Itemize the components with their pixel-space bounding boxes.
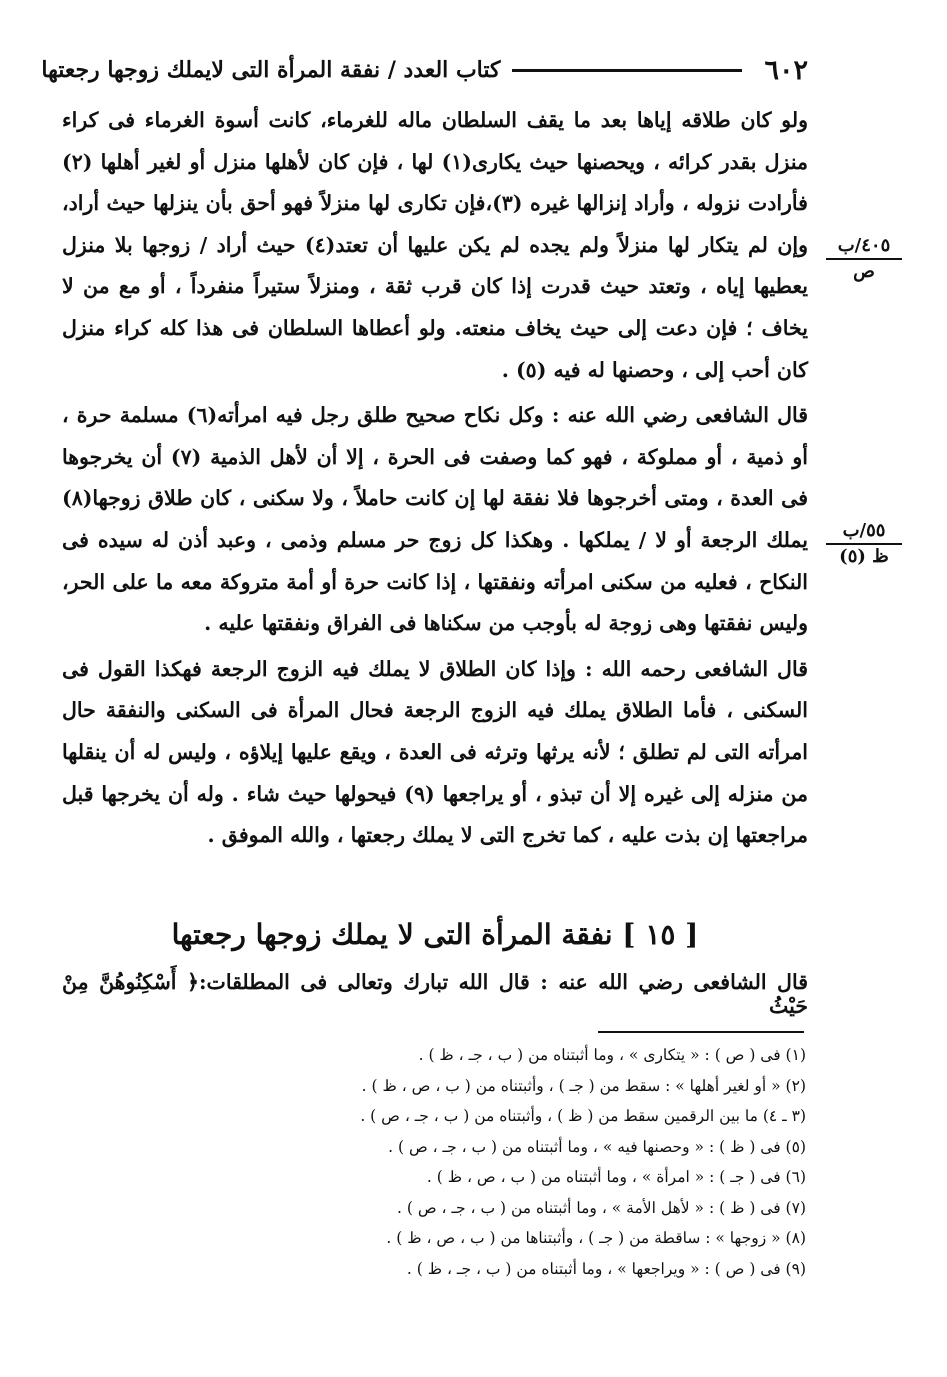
- closing-line-speaker: قال الشافعى رضي الله عنه :: [540, 970, 808, 994]
- margin-note-1-ref: ٤٠٥/ب: [826, 236, 902, 260]
- footnote-1: (١) فى ( ص ) : « يتكارى » ، وما أثبتناه من ( ب ، جـ ، ظ ) .: [418, 1046, 806, 1064]
- paragraph-1-text: ولو كان طلاقه إياها بعد ما يقف السلطان ماله للغرماء، كانت أسوة الغرماء فى كراء منزل بقدر كرائه ، ويحصنها حيث يكارى(١) لها ، فإن كان لأهلها منزل أو لغير أهلها (٢) فأرادت نزوله ، وأراد إنزالها غيره (٣)،فإن تكارى لها منزلاً فهو أحق بأن ينزلها حيث أراد، وإن لم يتكار لها منزلاً ولم يجده لم يكن عليها أن تعتد(٤) حيث أراد / زوجها بلا منزل يعطيها إياه ، وتعتد حيث قدرت إذا كان قرب ثقة ، ومنزلاً ستيراً منفرداً ، أو مع من لا يخاف ؛ فإن دعت إلى حيث يخاف منعته. ولو أعطاها السلطان فى هذا كله كراء منزل كان أحب إلى ، وحصنها له فيه (٥) .: [62, 108, 809, 382]
- page-number: ٦٠٢: [764, 54, 808, 86]
- margin-note-2-ref: ٥٥/ب: [826, 521, 902, 545]
- footnote-3-4: (٣ ـ ٤) ما بين الرقمين سقط من ( ظ ) ، وأثبتناه من ( ب ، جـ ، ص ) .: [360, 1107, 806, 1125]
- footnote-7: (٧) فى ( ظ ) : « لأهل الأمة » ، وما أثبتناه من ( ب ، جـ ، ص ) .: [397, 1198, 806, 1217]
- closing-line-text: قال الله تبارك وتعالى فى المطلقات:﴿ أَسْكِنُوهُنَّ مِنْ حَيْثُ: [62, 970, 808, 1018]
- closing-line: [62, 970, 808, 1018]
- header-rule: [512, 69, 742, 72]
- footnote-9: (٩) فى ( ص ) : « ويراجعها » ، وما أثبتناه من ( ب ، جـ ، ظ ) .: [406, 1259, 806, 1278]
- section-heading: [ ١٥ ] نفقة المرأة التى لا يملك زوجها رجعتها: [171, 918, 699, 951]
- paragraph-2: [62, 395, 808, 645]
- paragraph-2-text: وكل نكاح صحيح طلق رجل فيه امرأته(٦) مسلمة حرة ، أو ذمية ، أو مملوكة ، فهو كما وصفت فى الحرة ، إلا أن لأهل الذمية (٧) أن يخرجوها فى العدة ، ومتى أخرجوها فلا نفقة لها إن كانت حاملاً ، ولا سكنى ، كان طلاق زوجها(٨) يملك الرجعة أو لا / يملكها . وهكذا كل زوج حر مسلم وذمى ، وعبد أذن له سيده فى النكاح ، فعليه من سكنى امرأته ونفقتها ، إذا كانت حرة أو أمة متروكة معه ما على الحر، وليس نفقتها وهى زوجة له بأوجب من سكناها فى الفراق ونفقتها عليه .: [62, 403, 808, 636]
- footnote-6: (٦) فى ( جـ ) : « امرأة » ، وما أثبتناه من ( ب ، ص ، ظ ) .: [426, 1168, 806, 1186]
- body-text: [62, 100, 808, 857]
- margin-note-2-manuscript: ظ (٥): [839, 546, 889, 567]
- footnotes: [300, 1040, 806, 1284]
- paragraph-1: [62, 100, 808, 391]
- running-title: كتاب العدد / نفقة المرأة التى لايملك زوجها رجعتها: [41, 57, 501, 83]
- paragraph-3-speaker: قال الشافعى رحمه الله :: [584, 656, 809, 681]
- margin-note-1: [826, 236, 902, 282]
- footnote-rule: [598, 1031, 804, 1033]
- footnote-5: (٥) فى ( ظ ) : « وحصنها فيه » ، وما أثبتناه من ( ب ، جـ ، ص ) .: [388, 1137, 806, 1156]
- footnote-8: (٨) « زوجها » : ساقطة من ( جـ ) ، وأثبتناها من ( ب ، ص ، ظ ) .: [386, 1229, 806, 1247]
- margin-note-1-manuscript: ص: [853, 261, 875, 282]
- margin-note-2: [826, 521, 902, 567]
- footnote-2: (٢) « أو لغير أهلها » : سقط من ( جـ ) ، وأثبتناه من ( ب ، ص ، ظ ) .: [361, 1076, 806, 1095]
- paragraph-3: [62, 649, 808, 857]
- paragraph-3-text: وإذا كان الطلاق لا يملك فيه الزوج الرجعة فهكذا القول فى السكنى ، فأما الطلاق يملك فيه الزوج الرجعة فحال المرأة فى السكنى والنفقة حال امرأته التى لم تطلق ؛ لأنه يرثها وترثه فى العدة ، ويقع عليها إيلاؤه ، وليس له أن ينقلها من منزله إلى غيره إلا أن تبذو ، أو يراجعها (٩) فيحولها حيث شاء . وله أن يخرجها قبل مراجعتها إن بذت عليه ، كما تخرج التى لا يملك رجعتها ، والله الموفق .: [62, 656, 809, 848]
- page-header: [41, 52, 808, 88]
- paragraph-2-speaker: قال الشافعى رضي الله عنه :: [551, 403, 809, 428]
